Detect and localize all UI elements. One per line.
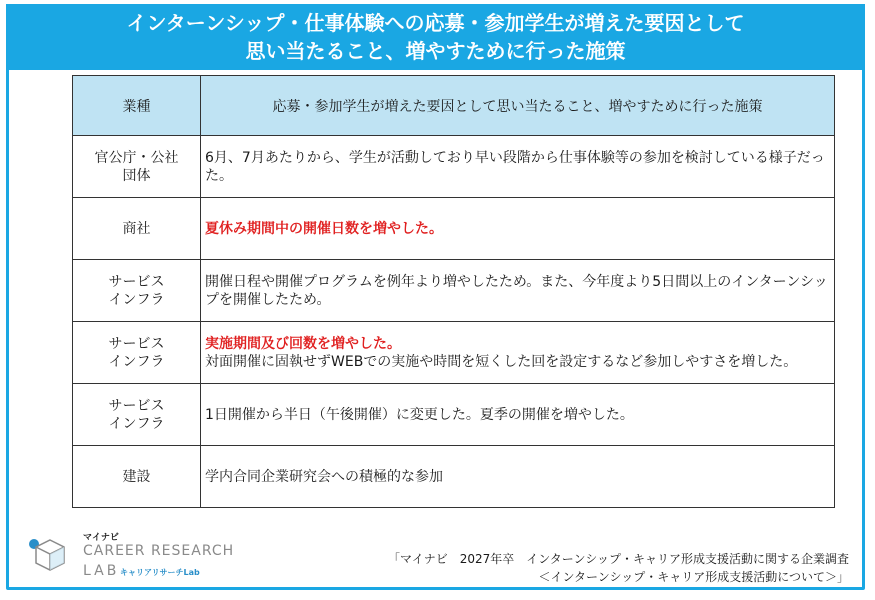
industry-cell: 商社 <box>73 198 201 260</box>
measure-cell <box>201 446 835 508</box>
source-line-1: 「マイナビ 2027年卒 インターンシップ・キャリア形成支援活動に関する企業調査 <box>387 552 849 566</box>
table-header-row <box>73 76 835 136</box>
logo-lab-subtitle: キャリアリサーチLab <box>120 568 200 577</box>
industry-cell: サービス インフラ <box>73 384 201 446</box>
column-header-measure: 応募・参加学生が増えた要因として思い当たること、増やすために行った施策 <box>201 76 835 136</box>
career-research-lab-logo <box>28 530 248 586</box>
measure-cell <box>201 136 835 198</box>
table-row <box>73 446 835 508</box>
measure-cell <box>201 384 835 446</box>
measure-text: 対面開催に固執せずWEBでの実施や時間を短くした回を設定するなど参加しやすさを増した。 <box>205 353 798 370</box>
title-line-2: 思い当たること、増やすために行った施策 <box>245 39 626 63</box>
column-header-industry: 業種 <box>73 76 201 136</box>
source-citation <box>388 550 849 586</box>
measure-text: 1日開催から半日（午後開催）に変更した。夏季の開催を増やした。 <box>205 406 634 423</box>
measure-text: 6月、7月あたりから、学生が活動しており早い段階から仕事体験等の参加を検討している様子だった。 <box>205 149 825 184</box>
measure-text: 開催日程や開催プログラムを例年より増やしたため。また、今年度より5日間以上のインターンシップを開催したため。 <box>205 273 828 308</box>
table-row <box>73 260 835 322</box>
industry-cell: サービス インフラ <box>73 322 201 384</box>
measure-highlight: 夏休み期間中の開催日数を増やした。 <box>205 220 443 237</box>
measure-cell <box>201 322 835 384</box>
page-title <box>6 4 865 70</box>
measures-table <box>72 75 835 508</box>
cube-logo-icon <box>28 534 68 578</box>
measure-cell <box>201 260 835 322</box>
logo-brand-small: マイナビ <box>83 533 119 543</box>
measure-cell <box>201 198 835 260</box>
table-row <box>73 384 835 446</box>
source-line-2: ＜インターンシップ・キャリア形成支援活動について＞」 <box>538 570 849 584</box>
measure-highlight: 実施期間及び回数を増やした。 <box>205 335 401 352</box>
logo-wordmark: CAREER RESEARCH <box>83 543 235 559</box>
industry-cell: 官公庁・公社 団体 <box>73 136 201 198</box>
industry-cell: サービス インフラ <box>73 260 201 322</box>
logo-lab: LAB <box>83 563 120 579</box>
table-row <box>73 136 835 198</box>
title-line-1: インターンシップ・仕事体験への応募・参加学生が増えた要因として <box>126 11 745 35</box>
table-row <box>73 322 835 384</box>
table-row <box>73 198 835 260</box>
industry-cell: 建設 <box>73 446 201 508</box>
measure-text: 学内合同企業研究会への積極的な参加 <box>205 468 443 485</box>
